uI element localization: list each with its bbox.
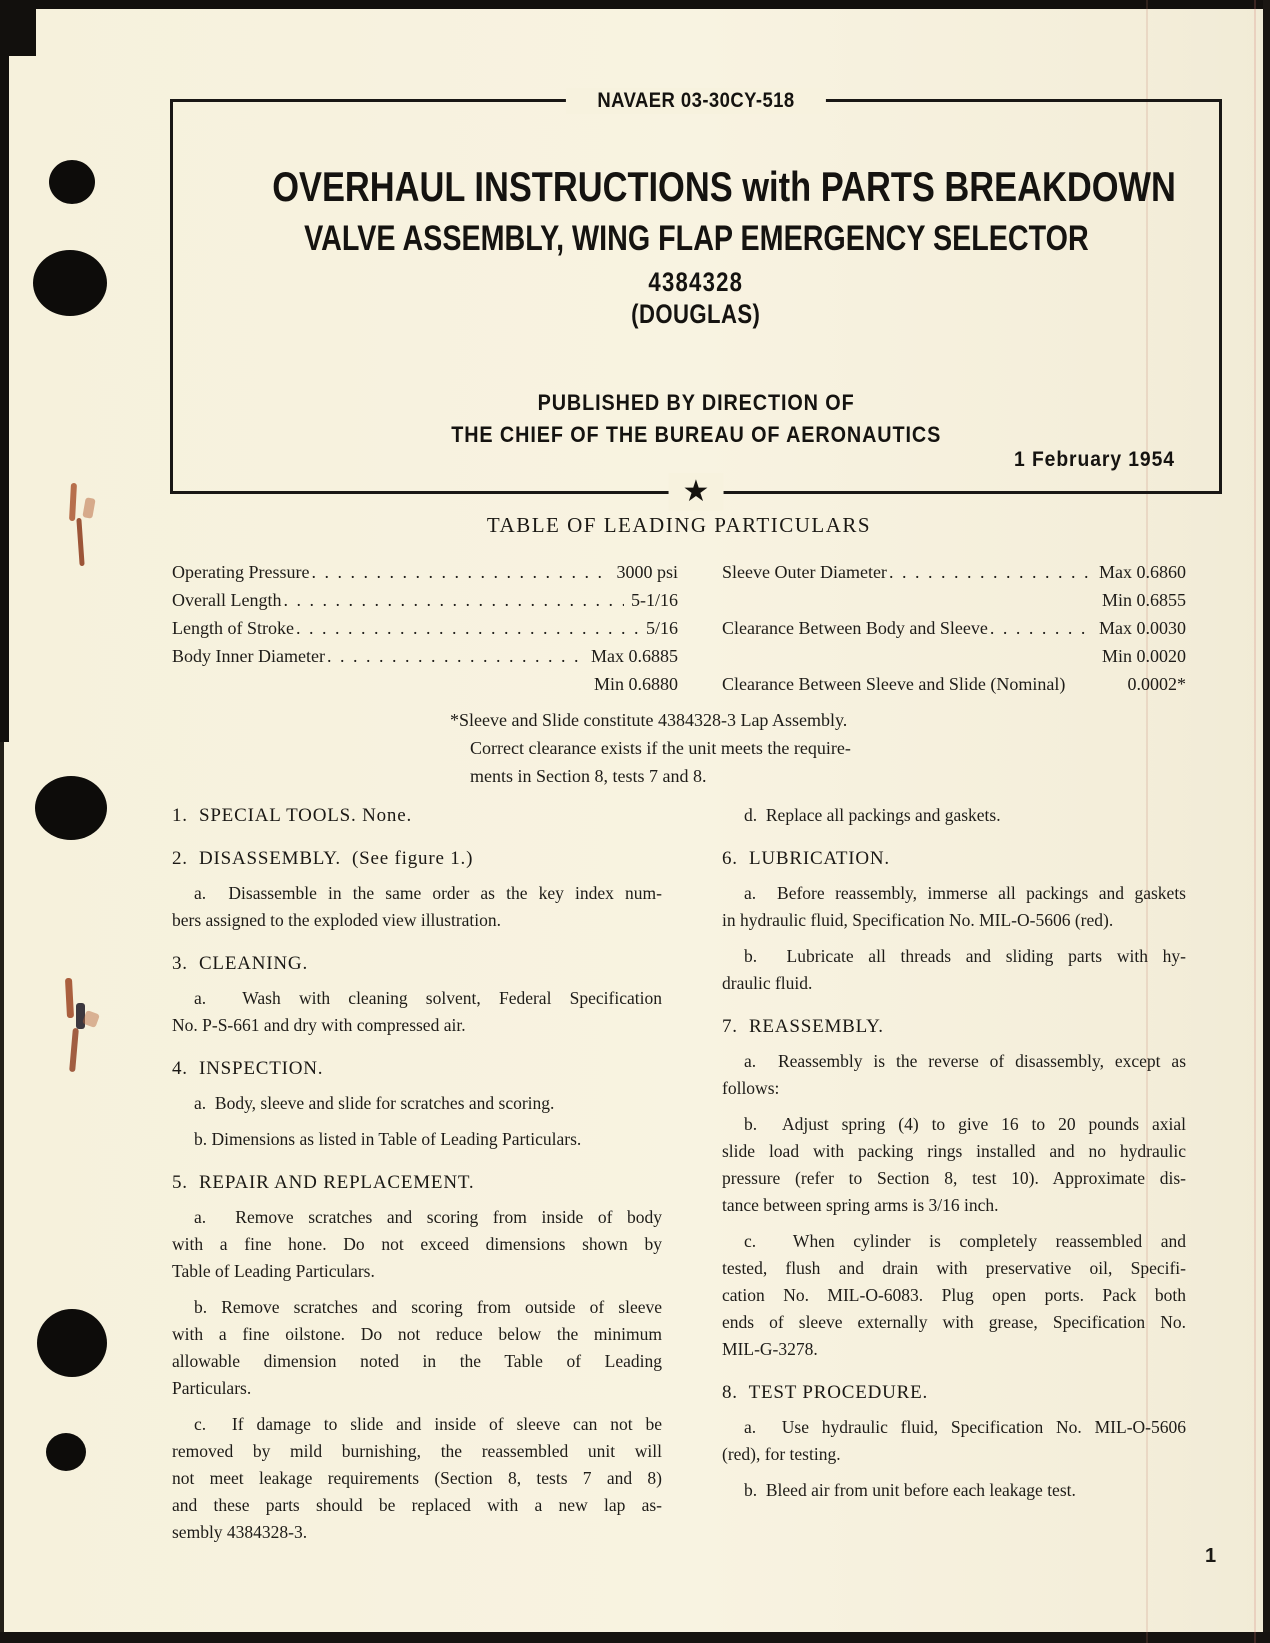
paragraph-line: bers assigned to the exploded view illustration. [172,910,502,930]
particulars-value: Min 0.0020 [1101,646,1186,666]
scan-edge-bottom [0,1632,1270,1643]
paragraph-line: b. Lubricate all threads and sliding parts with hy- [744,946,1186,966]
section-heading: 5. REPAIR AND REPLACEMENT. [172,1172,475,1193]
paragraph-line: tance between spring arms is 3/16 inch. [722,1195,999,1215]
scan-fold-line-right [1254,0,1256,1643]
particulars-row [722,642,1186,670]
particulars-label: Sleeve Outer Diameter [722,562,887,582]
particulars-table-left [172,558,678,698]
page-content [172,512,1186,1555]
punch-hole [49,160,95,204]
particulars-label: Overall Length [172,590,282,610]
paragraph-line: d. Replace all packings and gaskets. [744,805,1001,825]
paragraph [172,880,662,934]
paragraph-line: not meet leakage requirements (Section 8, tests 7 and 8) [172,1468,662,1488]
part-number: 4384328 [648,267,744,297]
punch-hole [33,250,107,316]
paragraph [172,1126,662,1153]
paragraph [722,880,1186,934]
particulars-row [172,558,678,586]
paragraph-line: (red), for testing. [722,1444,841,1464]
manufacturer: (DOUGLAS) [631,299,761,329]
section-heading: 4. INSPECTION. [172,1058,324,1079]
paragraph-line: draulic fluid. [722,973,813,993]
particulars-value: 3000 psi [616,562,678,582]
paragraph-line: allowable dimension noted in the Table of Leading [172,1351,662,1371]
paragraph-line: c. When cylinder is completely reassembled and [744,1231,1186,1251]
paragraph-line: a. Body, sleeve and slide for scratches and scoring. [194,1093,555,1113]
paragraph [722,1048,1186,1102]
particulars-row [172,586,678,614]
paragraph-line: a. Disassemble in the same order as the key index num- [194,883,662,903]
particulars-value: Min 0.6855 [1101,590,1186,610]
dot-leader [990,614,1092,642]
paragraph-line: b. Remove scratches and scoring from outside of sleeve [194,1297,662,1317]
ink-smudge [69,483,77,521]
paragraph-line: cation No. MIL-O-6083. Plug open ports. Pack both [722,1285,1186,1305]
paragraph [722,1414,1186,1468]
particulars-label: Clearance Between Sleeve and Slide (Nominal) [722,674,1066,694]
section-heading: 1. SPECIAL TOOLS. None. [172,805,413,826]
publication-date: 1 February 1954 [1014,448,1175,471]
paragraph-line: in hydraulic fluid, Specification No. MIL-O-5606 (red). [722,910,1114,930]
paragraph [722,802,1186,829]
paragraph [172,1204,662,1285]
publication-code [566,88,826,114]
section-heading: 6. LUBRICATION. [722,848,890,869]
ink-smudge [65,978,74,1018]
paragraph-line: a. Wash with cleaning solvent, Federal Specification [194,988,662,1008]
particulars-value: 0.0002* [1127,674,1186,694]
paragraph-line: ends of sleeve externally with grease, Specification No. [722,1312,1186,1332]
dot-leader [296,614,639,642]
paragraph-line: removed by mild burnishing, the reassembled unit will [172,1441,662,1461]
title-box [170,89,1222,508]
particulars-table-right [722,558,1186,698]
paragraph-line: a. Remove scratches and scoring from inside of body [194,1207,662,1227]
scan-edge-top [0,0,1270,9]
ink-smudge [69,1028,79,1072]
dot-leader [889,558,1092,586]
particulars-row [722,614,1186,642]
scan-edge-right [1263,0,1270,1643]
punch-hole [37,1309,107,1377]
dot-leader [327,642,584,670]
paragraph-line: with a fine oilstone. Do not reduce below the minimum [172,1324,662,1344]
paragraph [722,1477,1186,1504]
footnote-line: ments in Section 8, tests 7 and 8. [470,766,707,786]
paragraph [722,1228,1186,1363]
star-icon: ★ [669,473,724,511]
particulars-label: Clearance Between Body and Sleeve [722,618,988,638]
particulars-row [172,642,678,670]
paragraph-line: c. If damage to slide and inside of sleeve can not be [194,1414,662,1434]
paragraph [722,1111,1186,1219]
particulars-label: Operating Pressure [172,562,310,582]
paragraph-line: slide load with packing rings installed and no hydraulic [722,1141,1186,1161]
particulars-label: Length of Stroke [172,618,294,638]
particulars-value: Max 0.6860 [1099,562,1186,582]
section-heading: 2. DISASSEMBLY. (See figure 1.) [172,848,474,869]
section-heading: 7. REASSEMBLY. [722,1016,884,1037]
particulars-value: Max 0.6885 [591,646,678,666]
right-text-column [722,802,1186,1555]
section-heading: 3. CLEANING. [172,953,308,974]
paragraph-line: b. Adjust spring (4) to give 16 to 20 pounds axial [744,1114,1186,1134]
particulars-value: Max 0.0030 [1099,618,1186,638]
footnote-line: *Sleeve and Slide constitute 4384328-3 Lap Assembly. [450,710,848,730]
published-by-line2: THE CHIEF OF THE BUREAU OF AERONAUTICS [451,422,941,447]
paragraph [172,985,662,1039]
dot-leader [311,558,609,586]
scan-edge-left-upper [0,0,9,742]
text-columns [172,802,1186,1555]
paragraph-line: a. Use hydraulic fluid, Specification No. MIL-O-5606 [744,1417,1186,1437]
publication-code-text: NAVAER 03-30CY-518 [597,89,795,112]
paragraph [172,1090,662,1117]
ink-smudge [76,518,84,566]
paragraph-line: with a fine hone. Do not exceed dimensions shown by [172,1234,662,1254]
particulars-value: 5/16 [645,618,678,638]
particulars-row [722,558,1186,586]
paragraph-line: MIL-G-3278. [722,1339,818,1359]
paragraph-line: b. Bleed air from unit before each leakage test. [744,1480,1076,1500]
paragraph-line: a. Before reassembly, immerse all packings and gaskets [744,883,1186,903]
particulars-value: 5-1/16 [631,590,678,610]
ink-smudge [82,497,95,518]
paragraph [722,943,1186,997]
document-subtitle: VALVE ASSEMBLY, WING FLAP EMERGENCY SELECTOR [303,219,1089,258]
particulars-row [172,614,678,642]
footnote-line: Correct clearance exists if the unit meets the require- [470,738,851,758]
particulars-row [722,586,1186,614]
particulars-row [722,670,1186,698]
punch-hole [46,1433,86,1471]
paragraph-line: sembly 4384328-3. [172,1522,308,1542]
particulars-footnote [450,706,920,790]
dot-leader [283,586,624,614]
punch-hole [35,776,107,840]
paragraph [172,1411,662,1546]
particulars-value: Min 0.6880 [593,674,678,694]
particulars-heading: TABLE OF LEADING PARTICULARS [486,513,872,537]
paragraph-line: pressure (refer to Section 8, test 10). Approximate dis- [722,1168,1186,1188]
published-by-line1: PUBLISHED BY DIRECTION OF [537,390,855,415]
paragraph-line: Table of Leading Particulars. [172,1261,375,1281]
left-text-column [172,802,662,1555]
document-title: OVERHAUL INSTRUCTIONS with PARTS BREAKDOWN [272,163,1176,210]
paragraph-line: b. Dimensions as listed in Table of Leading Particulars. [194,1129,582,1149]
particulars-table [172,558,1186,698]
paragraph-line: tested, flush and drain with preservative oil, Specifi- [722,1258,1186,1278]
page-number: 1 [1205,1545,1217,1567]
paragraph [172,1294,662,1402]
paragraph-line: No. P-S-661 and dry with compressed air. [172,1015,466,1035]
paragraph-line: and these parts should be replaced with a new lap as- [172,1495,662,1515]
paragraph-line: Particulars. [172,1378,252,1398]
paragraph-line: a. Reassembly is the reverse of disassembly, except as [744,1051,1186,1071]
scan-edge-left-lower [0,742,4,1643]
paragraph-line: follows: [722,1078,780,1098]
section-heading: 8. TEST PROCEDURE. [722,1382,929,1403]
particulars-row [172,670,678,698]
particulars-label: Body Inner Diameter [172,646,325,666]
